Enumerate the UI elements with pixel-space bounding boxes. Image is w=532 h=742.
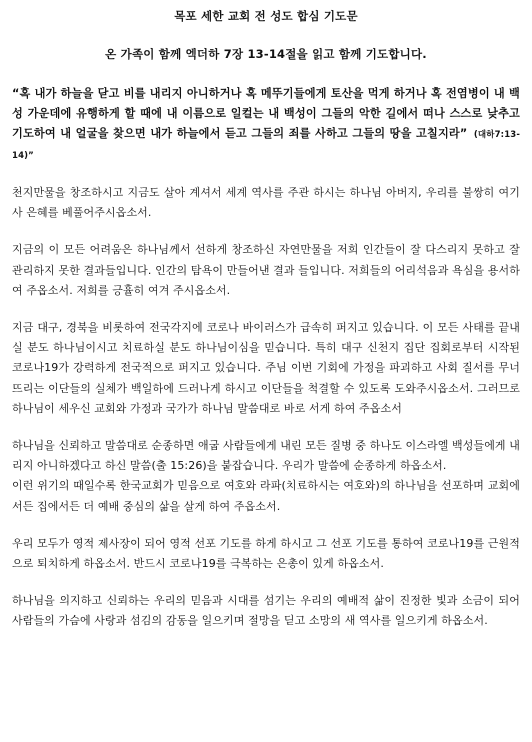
document-subtitle: 온 가족이 함께 엑더하 7장 13-14절을 읽고 함께 기도합니다. xyxy=(105,47,427,61)
prayer-paragraph-3: 지금 대구, 경북을 비롯하여 전국각지에 코로나 바이러스가 급속히 퍼지고 있습니다. 이 모든 사태를 끝내실 분도 하나님이시고 치료하실 분도 하나님이심을 믿습니다. 특히 대구 신천지 집단 집회로부터 시작된 코로나19가 강력하게 전국적으로 퍼지고 있습니다. 주님 이번 기회에 가정을 파괴하고 사회 질서를 무너뜨리는 이단들의 실체가 백일하에 드러나게 하시고 이단들을 척결할 수 있도록 도와주시옵소서. 그러므로 하나님이 세우신 교회와 가정과 국가가 하나님 말씀대로 바로 서게 하여 주옵소서 xyxy=(12,321,520,415)
document-title: 목포 세한 교회 전 성도 합심 기도문 xyxy=(174,9,358,23)
prayer-paragraph-5: 이런 위기의 때일수록 한국교회가 믿음으로 여호와 라파(치료하시는 여호와)의 하나님을 선포하며 교회에서든 집에서든 더 예배 중심의 삶을 살게 하여 주옵소서. xyxy=(12,479,520,513)
scripture-verse xyxy=(12,84,520,166)
prayer-paragraph-7: 하나님을 의지하고 신뢰하는 우리의 믿음과 시대를 섬기는 우리의 예배적 삶이 진정한 빛과 소금이 되어 사람들의 가슴에 사랑과 섬김의 감동을 일으키며 절망을 딛고 소망의 새 역사를 일으키게 하옵소서. xyxy=(12,594,520,628)
prayer-paragraph-1: 천지만물을 창조하시고 지금도 살아 계셔서 세계 역사를 주관 하시는 하나님 아버지, 우리를 불쌍히 여기사 은혜를 베풀어주시옵소서. xyxy=(12,186,520,220)
prayer-paragraph-6: 우리 모두가 영적 제사장이 되어 영적 선포 기도를 하게 하시고 그 선포 기도를 통하여 코로나19를 근원적으로 퇴치하게 하옵소서. 반드시 코로나19를 극복하는 은총이 있게 하옵소서. xyxy=(12,536,520,571)
prayer-paragraph-2: 지금의 이 모든 어려움은 하나님께서 선하게 창조하신 자연만물을 저희 인간들이 잘 다스리지 못하고 잘 관리하지 못한 결과들입니다. 인간의 탐욕이 만들어낸 결과 들입니다. 저희들의 어리석음과 욕심을 용서하여 주옵소서. 저희를 긍휼히 여겨 주시옵소서. xyxy=(12,243,520,297)
scripture-reference: (대하7:13-14)” xyxy=(12,130,521,161)
scripture-verse-text: “혹 내가 하늘을 닫고 비를 내리지 아니하거나 혹 메뚜기들에게 토산을 먹게 하거나 혹 전염병이 내 백성 가운데에 유행하게 할 때에 내 이름으로 일컬는 내 백성이 그들의 악한 길에서 떠나 스스로 낮추고 기도하여 내 얼굴을 찾으면 내가 하늘에서 듣고 그들의 죄를 사하고 그들의 땅을 고칠지라” xyxy=(12,87,520,140)
prayer-paragraph-4: 하나님을 신뢰하고 말씀대로 순종하면 애굽 사람들에게 내린 모든 질병 중 하나도 이스라엘 백성들에게 내리지 아니하겠다고 하신 말씀(출 15:26)을 붙잡습니다. 우리가 말씀에 순종하게 하옵소서. xyxy=(12,439,520,473)
